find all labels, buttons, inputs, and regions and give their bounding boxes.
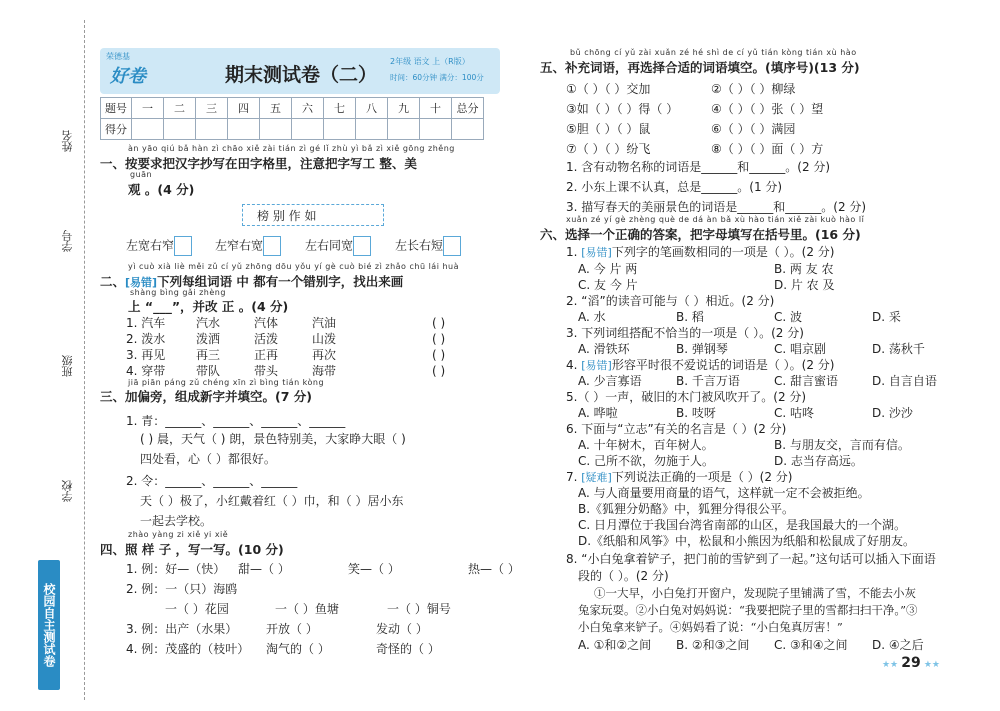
q5-sub[interactable]: 1. 含有动物名称的词语是______和______。(2 分) <box>566 160 831 174</box>
score-header-cell: 总分 <box>452 98 484 119</box>
logo: 好卷 <box>110 66 146 87</box>
q2-cell: 1. 汽车 <box>126 316 166 330</box>
q3-line[interactable]: ( ) 晨，天气（ ) 朗，景色特别美，大家睁大眼（ ) <box>140 432 406 446</box>
score-header-cell: 一 <box>132 98 164 119</box>
q5-cell[interactable]: ③如（ ）（ ）得（ ） <box>566 102 679 116</box>
option[interactable]: A. 十年树木，百年树人。 <box>578 438 714 452</box>
answer-blank[interactable]: ( ) <box>432 332 446 346</box>
score-header-cell: 七 <box>324 98 356 119</box>
score-header-cell: 四 <box>228 98 260 119</box>
q2-cell: 带头 <box>254 364 279 378</box>
option[interactable]: B. 两 友 农 <box>774 262 834 276</box>
answer-blank[interactable]: ( ) <box>432 316 446 330</box>
score-cell[interactable] <box>196 119 228 140</box>
score-row-label: 得分 <box>101 119 132 140</box>
q5-row <box>566 140 823 157</box>
q6-question-text: 3. 下列词组搭配不恰当的一项是（ ）。(2 分) <box>566 326 804 340</box>
q5-title: 五、补充词语，再选择合适的词语填空。(填序号)(13 分) <box>540 60 860 75</box>
page-number-value: 29 <box>901 655 921 671</box>
q4-cell[interactable]: 一（ ）鱼塘 <box>275 602 339 616</box>
score-cell[interactable] <box>356 119 388 140</box>
q6-question-text: 2. “滔”的读音可能与（ ）相近。(2 分) <box>566 294 775 308</box>
q4-cell[interactable]: 发动（ ） <box>376 622 428 636</box>
passage-line: 兔家玩耍。②小白兔对妈妈说：“我要把院子里的雪都扫扫干净。”③ <box>578 603 918 617</box>
q2-cell: 3. 再见 <box>126 348 166 362</box>
q6-question-text: 下列说法正确的一项是（ ）(2 分) <box>611 470 793 484</box>
q4-cell: 3. 例：出产（水果） <box>126 622 238 636</box>
score-header-cell: 六 <box>292 98 324 119</box>
passage-line: 小白兔拿来铲子。④妈妈看了说：“小白兔真厉害！” <box>578 620 843 634</box>
q1-title-b: 观 。(4 分) <box>128 182 195 197</box>
q2-pinyin: yì cuò xià liè měi zǔ cí yǔ zhōng dōu yǒu yí gè cuò bié zì zhǎo chū lái huà <box>128 262 460 271</box>
q3-line[interactable]: 四处看，心（ ）都很好。 <box>140 452 276 466</box>
option[interactable]: A. 滑铁环 <box>578 342 630 356</box>
option[interactable]: D. 荡秋千 <box>872 342 925 356</box>
option[interactable]: B. 吱呀 <box>676 406 716 420</box>
q2-cell: 正再 <box>254 348 279 362</box>
option[interactable]: D.《纸船和风筝》中，松鼠和小熊因为纸船和松鼠成了好朋友。 <box>578 534 916 548</box>
option[interactable]: D. 自言自语 <box>872 374 937 388</box>
score-cell[interactable] <box>420 119 452 140</box>
option[interactable]: D. 志当存高远。 <box>774 454 863 468</box>
q2-row <box>126 346 445 363</box>
score-table <box>100 97 484 140</box>
q5-cell[interactable]: ①（ ）（ ）交加 <box>566 82 651 96</box>
q2-row <box>126 314 445 331</box>
score-cell[interactable] <box>452 119 484 140</box>
q2-cell: 活泼 <box>254 332 279 346</box>
q5-row <box>566 120 795 137</box>
tianzige-box[interactable] <box>353 236 371 256</box>
q1-item-label: 左右同宽 <box>305 238 354 253</box>
option[interactable]: B. 稻 <box>676 310 704 324</box>
q1-item <box>305 236 371 256</box>
page-number <box>882 655 940 671</box>
q4-cell[interactable]: 热—（ ） <box>468 562 520 576</box>
option[interactable]: C. 咕咚 <box>774 406 815 420</box>
q1-words: 榜 别 作 如 <box>257 209 317 223</box>
q4-row <box>126 640 440 657</box>
q4-row <box>126 560 520 577</box>
q6-question: 7. [疑难]下列说法正确的一项是（ ）(2 分) <box>566 470 793 484</box>
header-banner <box>100 48 500 94</box>
score-header-cell: 三 <box>196 98 228 119</box>
q6-options <box>578 436 910 453</box>
q6-question: 1. [易错]下列字的笔画数相同的一项是（ ）。(2 分) <box>566 245 835 259</box>
star-icon: ★★ <box>881 660 902 670</box>
score-header-cell: 五 <box>260 98 292 119</box>
q2-cell: 再次 <box>312 348 337 362</box>
q6-question: 4. [易错]形容平时很不爱说话的词语是（ ）。(2 分) <box>566 358 835 372</box>
tianzige-box[interactable] <box>174 236 192 256</box>
score-cell[interactable] <box>260 119 292 140</box>
option[interactable]: C. 己所不欲，勿施于人。 <box>578 454 715 468</box>
option[interactable]: A. 与人商量要用商量的语气，这样就一定不会被拒绝。 <box>578 486 870 500</box>
q1-item <box>395 236 461 256</box>
q4-cell[interactable]: 一（ ）花园 <box>165 602 229 616</box>
q1-pinyin: àn yāo qiú bǎ hàn zì chāo xiě zài tián zì gé lǐ zhù yì bǎ zì xiě gōng zhěng <box>128 144 455 153</box>
score-cell[interactable] <box>292 119 324 140</box>
q4-cell[interactable]: 淘气的（ ） <box>266 642 330 656</box>
q4-cell: 4. 例：茂盛的（枝叶） <box>126 642 250 656</box>
strip-id-label: 学号 <box>61 230 74 252</box>
tag-yicuo: [易错] <box>125 276 158 289</box>
score-header-cell: 八 <box>356 98 388 119</box>
q6-options <box>578 404 913 421</box>
q6-question-text: 8. “小白兔拿着铲子，把门前的雪铲到了一起。”这句话可以插入下面语 <box>566 552 936 566</box>
q2-cell: 海带 <box>312 364 337 378</box>
option[interactable]: B. 与朋友交，言而有信。 <box>774 438 910 452</box>
q3-line[interactable]: 2. 令：______、______、______ <box>126 474 298 488</box>
q5-sub[interactable]: 2. 小东上课不认真，总是______。(1 分) <box>566 180 783 194</box>
binding-strip <box>0 0 95 711</box>
q1-item-label: 左长右短 <box>395 238 444 253</box>
score-header-cell: 二 <box>164 98 196 119</box>
option[interactable]: C. 甜言蜜语 <box>774 374 839 388</box>
score-cell[interactable] <box>164 119 196 140</box>
brand-label: 荣德基 <box>106 52 130 61</box>
score-cell[interactable] <box>132 119 164 140</box>
strip-name-label: 姓名 <box>61 130 74 152</box>
q2-title-b: 上 “___”，并改 正 。(4 分) <box>128 299 289 314</box>
q3-title: 三、加偏旁，组成新字并填空。(7 分) <box>100 389 312 404</box>
q6-question-text: 形容平时很不爱说话的词语是（ ）。(2 分) <box>611 358 835 372</box>
q6-options <box>578 260 834 277</box>
q4-line: 2. 例：一（只）海鸥 <box>126 582 238 596</box>
q4-cell[interactable]: 一（ ）铜号 <box>387 602 451 616</box>
q3-line: 一起去学校。 <box>140 514 213 528</box>
q5-cell[interactable]: ④（ ）（ ）张（ ）望 <box>711 102 824 116</box>
q2-cell: 汽水 <box>196 316 221 330</box>
q2-cell: 汽油 <box>312 316 337 330</box>
option[interactable]: A. ①和②之间 <box>578 638 652 652</box>
score-cell[interactable] <box>324 119 356 140</box>
score-header-cell: 题号 <box>101 98 132 119</box>
option[interactable]: C. ③和④之间 <box>774 638 848 652</box>
q2-title: 二、[易错]下列每组词语 中 都有一个错别字，找出来画 <box>100 274 404 289</box>
q5-cell[interactable]: ⑦（ ）（ ）纷飞 <box>566 142 651 156</box>
q5-row <box>566 80 795 97</box>
q4-title: 四、照 样 子 ，写一写。(10 分) <box>100 542 284 557</box>
tag-yicuo: [易错] <box>581 246 612 259</box>
q1-item-label: 左窄右宽 <box>215 238 264 253</box>
answer-blank[interactable]: ( ) <box>432 364 446 378</box>
option[interactable]: D. 采 <box>872 310 901 324</box>
q6-title: 六、选择一个正确的答案，把字母填写在括号里。(16 分) <box>540 227 861 242</box>
q1-word-box <box>242 204 384 226</box>
q6-question-text: 下列字的笔画数相同的一项是（ ）。(2 分) <box>611 245 835 259</box>
q1-item <box>215 236 281 256</box>
side-badge: 校园自主测试卷 <box>38 560 60 690</box>
q6-question-text: 5.（ ）一声，破旧的木门被风吹开了。(2 分) <box>566 390 807 404</box>
star-icon: ★★ <box>920 660 940 670</box>
option[interactable]: A. 水 <box>578 310 606 324</box>
q2-cell: 2. 泼水 <box>126 332 166 346</box>
score-cell[interactable] <box>228 119 260 140</box>
q2-text: 下列每组词语 中 都有一个错别字，找出来画 <box>157 274 404 289</box>
q4-cell[interactable]: 奇怪的（ ） <box>376 642 440 656</box>
q5-cell[interactable]: ②（ ）（ ）柳绿 <box>711 82 796 96</box>
q6-options <box>578 452 863 469</box>
q1-title: 一、按要求把汉字抄写在田字格里，注意把字写工 整、美 <box>100 156 417 171</box>
q4-cell[interactable]: 笑—（ ） <box>348 562 400 576</box>
time-label: 时间：60分钟 满分：100分 <box>390 73 484 82</box>
q4-row <box>126 620 428 637</box>
q6-question-text: 6. 下面与“立志”有关的名言是（ ）(2 分) <box>566 422 787 436</box>
q4-row <box>165 600 451 617</box>
q2-row <box>126 362 445 379</box>
q2-cell: 汽体 <box>254 316 279 330</box>
q4-cell[interactable]: 甜—（ ） <box>238 562 290 576</box>
score-cell[interactable] <box>388 119 420 140</box>
q5-cell[interactable]: ⑧（ ）（ ）面（ ）方 <box>711 142 824 156</box>
option[interactable]: C. 唱京剧 <box>774 342 827 356</box>
q4-pinyin: zhào yàng zi xiě yi xiě <box>128 530 229 539</box>
q2-pinyin-2: shàng bìng gǎi zhèng <box>130 288 226 297</box>
q2-cell: 带队 <box>196 364 221 378</box>
strip-class-label: 班级 <box>61 355 74 377</box>
tianzige-box[interactable] <box>443 236 461 256</box>
option[interactable]: B. 千言万语 <box>676 374 740 388</box>
q2-cell: 再三 <box>196 348 221 362</box>
q6-pinyin: xuǎn zé yí gè zhèng què de dá àn bǎ xù hào tián xiě zài kuò hào lǐ <box>566 215 865 224</box>
q5-pinyin: bǔ chōng cí yǔ zài xuǎn zé hé shì de cí yǔ tián kòng tián xù hào <box>570 48 857 57</box>
option[interactable]: D. ④之后 <box>872 638 924 652</box>
option[interactable]: D. 沙沙 <box>872 406 913 420</box>
q1-item <box>126 236 192 256</box>
q2-row <box>126 330 445 347</box>
q2-cell: 泼洒 <box>196 332 221 346</box>
page-title: 期末测试卷（二） <box>225 64 378 86</box>
passage-line: ①一大早，小白兔打开窗户，发现院子里铺满了雪，不能去小灰 <box>594 586 916 600</box>
tag-yicuo: [易错] <box>581 359 612 372</box>
answer-blank[interactable]: ( ) <box>432 348 446 362</box>
q6-options <box>578 308 901 325</box>
grade-label: 2年级 语文 上（R版） <box>390 57 470 66</box>
q5-row <box>566 100 823 117</box>
q5-sub[interactable]: 3. 描写春天的美丽景色的词语是______和______。(2 分) <box>566 200 867 214</box>
option[interactable]: C. 友 今 片 <box>578 278 638 292</box>
q3-line[interactable]: 1. 青：______、______、______、______ <box>126 414 346 428</box>
q6-options <box>578 276 835 293</box>
q6-options <box>578 340 925 357</box>
q1-pinyin-2: guān <box>130 170 153 179</box>
option[interactable]: A. 今 片 两 <box>578 262 638 276</box>
option[interactable]: B. 弹钢琴 <box>676 342 728 356</box>
strip-school-label: 学校 <box>61 480 74 502</box>
cut-line <box>84 20 85 700</box>
score-header-cell: 十 <box>420 98 452 119</box>
score-header-cell: 九 <box>388 98 420 119</box>
option[interactable]: D. 片 农 及 <box>774 278 835 292</box>
q3-line[interactable]: 天（ ）极了，小红戴着红（ ）巾，和（ ）居小东 <box>140 494 404 508</box>
q6-options <box>578 636 924 653</box>
option[interactable]: A. 哗啦 <box>578 406 618 420</box>
option[interactable]: A. 少言寡语 <box>578 374 642 388</box>
option[interactable]: B. ②和③之间 <box>676 638 750 652</box>
q6-options <box>578 372 937 389</box>
q5-cell[interactable]: ⑥（ ）（ ）满园 <box>711 122 796 136</box>
q4-cell: 1. 例：好—（快） <box>126 562 226 576</box>
q2-cell: 4. 穿带 <box>126 364 166 378</box>
option[interactable]: B.《狐狸分奶酪》中，狐狸分得很公平。 <box>578 502 795 516</box>
option[interactable]: C. 日月潭位于我国台湾省南部的山区，是我国最大的一个湖。 <box>578 518 907 532</box>
option[interactable]: C. 波 <box>774 310 803 324</box>
q1-item-label: 左宽右窄 <box>126 238 175 253</box>
q4-cell[interactable]: 开放（ ） <box>266 622 318 636</box>
q2-cell: 山泼 <box>312 332 337 346</box>
tag-yinan: [疑难] <box>581 471 612 484</box>
q5-cell[interactable]: ⑤胆（ ）（ ）鼠 <box>566 122 651 136</box>
q3-pinyin: jiā piān páng zǔ chéng xīn zì bìng tián kòng <box>128 378 325 387</box>
tianzige-box[interactable] <box>263 236 281 256</box>
q6-question-text: 段的（ ）。(2 分) <box>578 569 669 583</box>
